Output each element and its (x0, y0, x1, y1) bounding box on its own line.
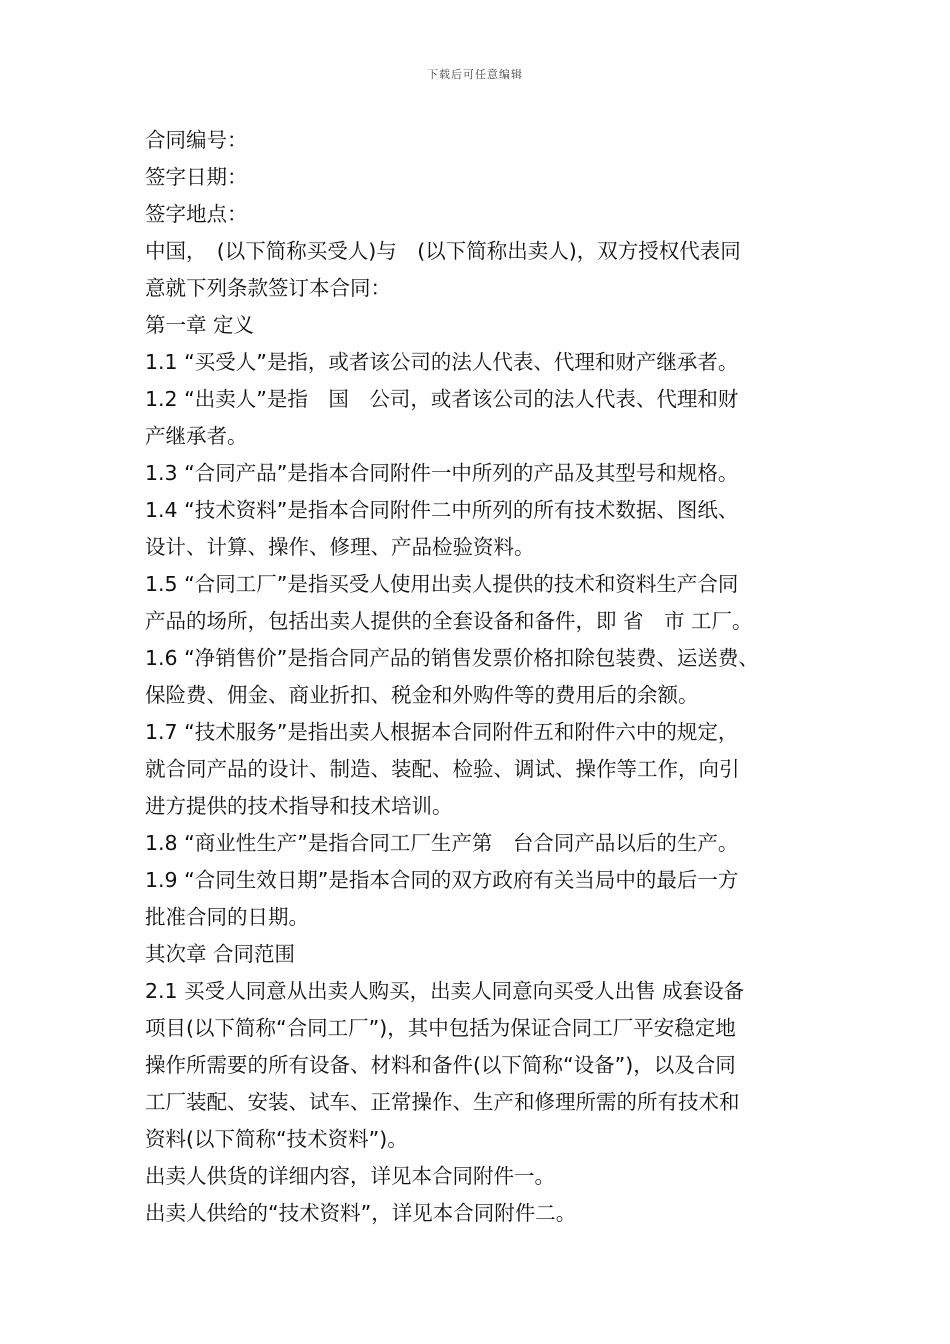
chapter-heading: 其次章 合同范围 (145, 942, 296, 966)
contract-number-line: 合同编号： (145, 128, 248, 152)
clause-line: 资料(以下简称“技术资料”)。 (145, 1127, 408, 1151)
paragraph-line: 出卖人供货的详细内容，详见本合同附件一。 (145, 1164, 555, 1188)
clause-line: 进方提供的技术指导和技术培训。 (145, 794, 453, 818)
chapter-heading: 第一章 定义 (145, 313, 255, 337)
clause-line: 1.2 “出卖人”是指 国 公司，或者该公司的法人代表、代理和财 (145, 387, 739, 411)
clause-line: 1.3 “合同产品”是指本合同附件一中所列的产品及其型号和规格。 (145, 461, 739, 485)
clause-line: 工厂装配、安装、试车、正常操作、生产和修理所需的所有技术和 (145, 1090, 740, 1114)
signing-date-line: 签字日期： (145, 165, 248, 189)
clause-line: 2.1 买受人同意从出卖人购买，出卖人同意向买受人出售 成套设备 (145, 979, 745, 1003)
clause-line: 1.6 “净销售价”是指合同产品的销售发票价格扣除包装费、运送费、 (145, 646, 759, 670)
clause-line: 就合同产品的设计、制造、装配、检验、调试、操作等工作，向引 (145, 757, 740, 781)
clause-line: 批准合同的日期。 (145, 905, 309, 929)
preamble-line: 中国， (以下简称买受人)与 (以下简称出卖人)，双方授权代表同 (145, 239, 741, 263)
clause-line: 1.8 “商业性生产”是指合同工厂生产第 台合同产品以后的生产。 (145, 831, 739, 855)
preamble-line: 意就下列条款签订本合同： (145, 276, 391, 300)
clause-line: 1.4 “技术资料”是指本合同附件二中所列的所有技术数据、图纸、 (145, 498, 739, 522)
signing-place-line: 签字地点： (145, 202, 248, 226)
clause-line: 1.1 “买受人”是指，或者该公司的法人代表、代理和财产继承者。 (145, 350, 739, 374)
clause-line: 产继承者。 (145, 424, 248, 448)
clause-line: 设计、计算、操作、修理、产品检验资料。 (145, 535, 535, 559)
clause-line: 操作所需要的所有设备、材料和备件(以下简称“设备”)，以及合同 (145, 1053, 736, 1077)
document-body (145, 122, 835, 1232)
paragraph-line: 出卖人供给的“技术资料”，详见本合同附件二。 (145, 1201, 577, 1225)
clause-line: 保险费、佣金、商业折扣、税金和外购件等的费用后的余额。 (145, 683, 699, 707)
clause-line: 1.7 “技术服务”是指出卖人根据本合同附件五和附件六中的规定， (145, 720, 739, 744)
clause-line: 1.9 “合同生效日期”是指本合同的双方政府有关当局中的最后一方 (145, 868, 739, 892)
clause-line: 产品的场所，包括出卖人提供的全套设备和备件，即 省 市 工厂。 (145, 609, 753, 633)
page-header-note: 下载后可任意编辑 (427, 68, 523, 81)
clause-line: 项目(以下简称“合同工厂”)，其中包括为保证合同工厂平安稳定地 (145, 1016, 736, 1040)
clause-line: 1.5 “合同工厂”是指买受人使用出卖人提供的技术和资料生产合同 (145, 572, 739, 596)
